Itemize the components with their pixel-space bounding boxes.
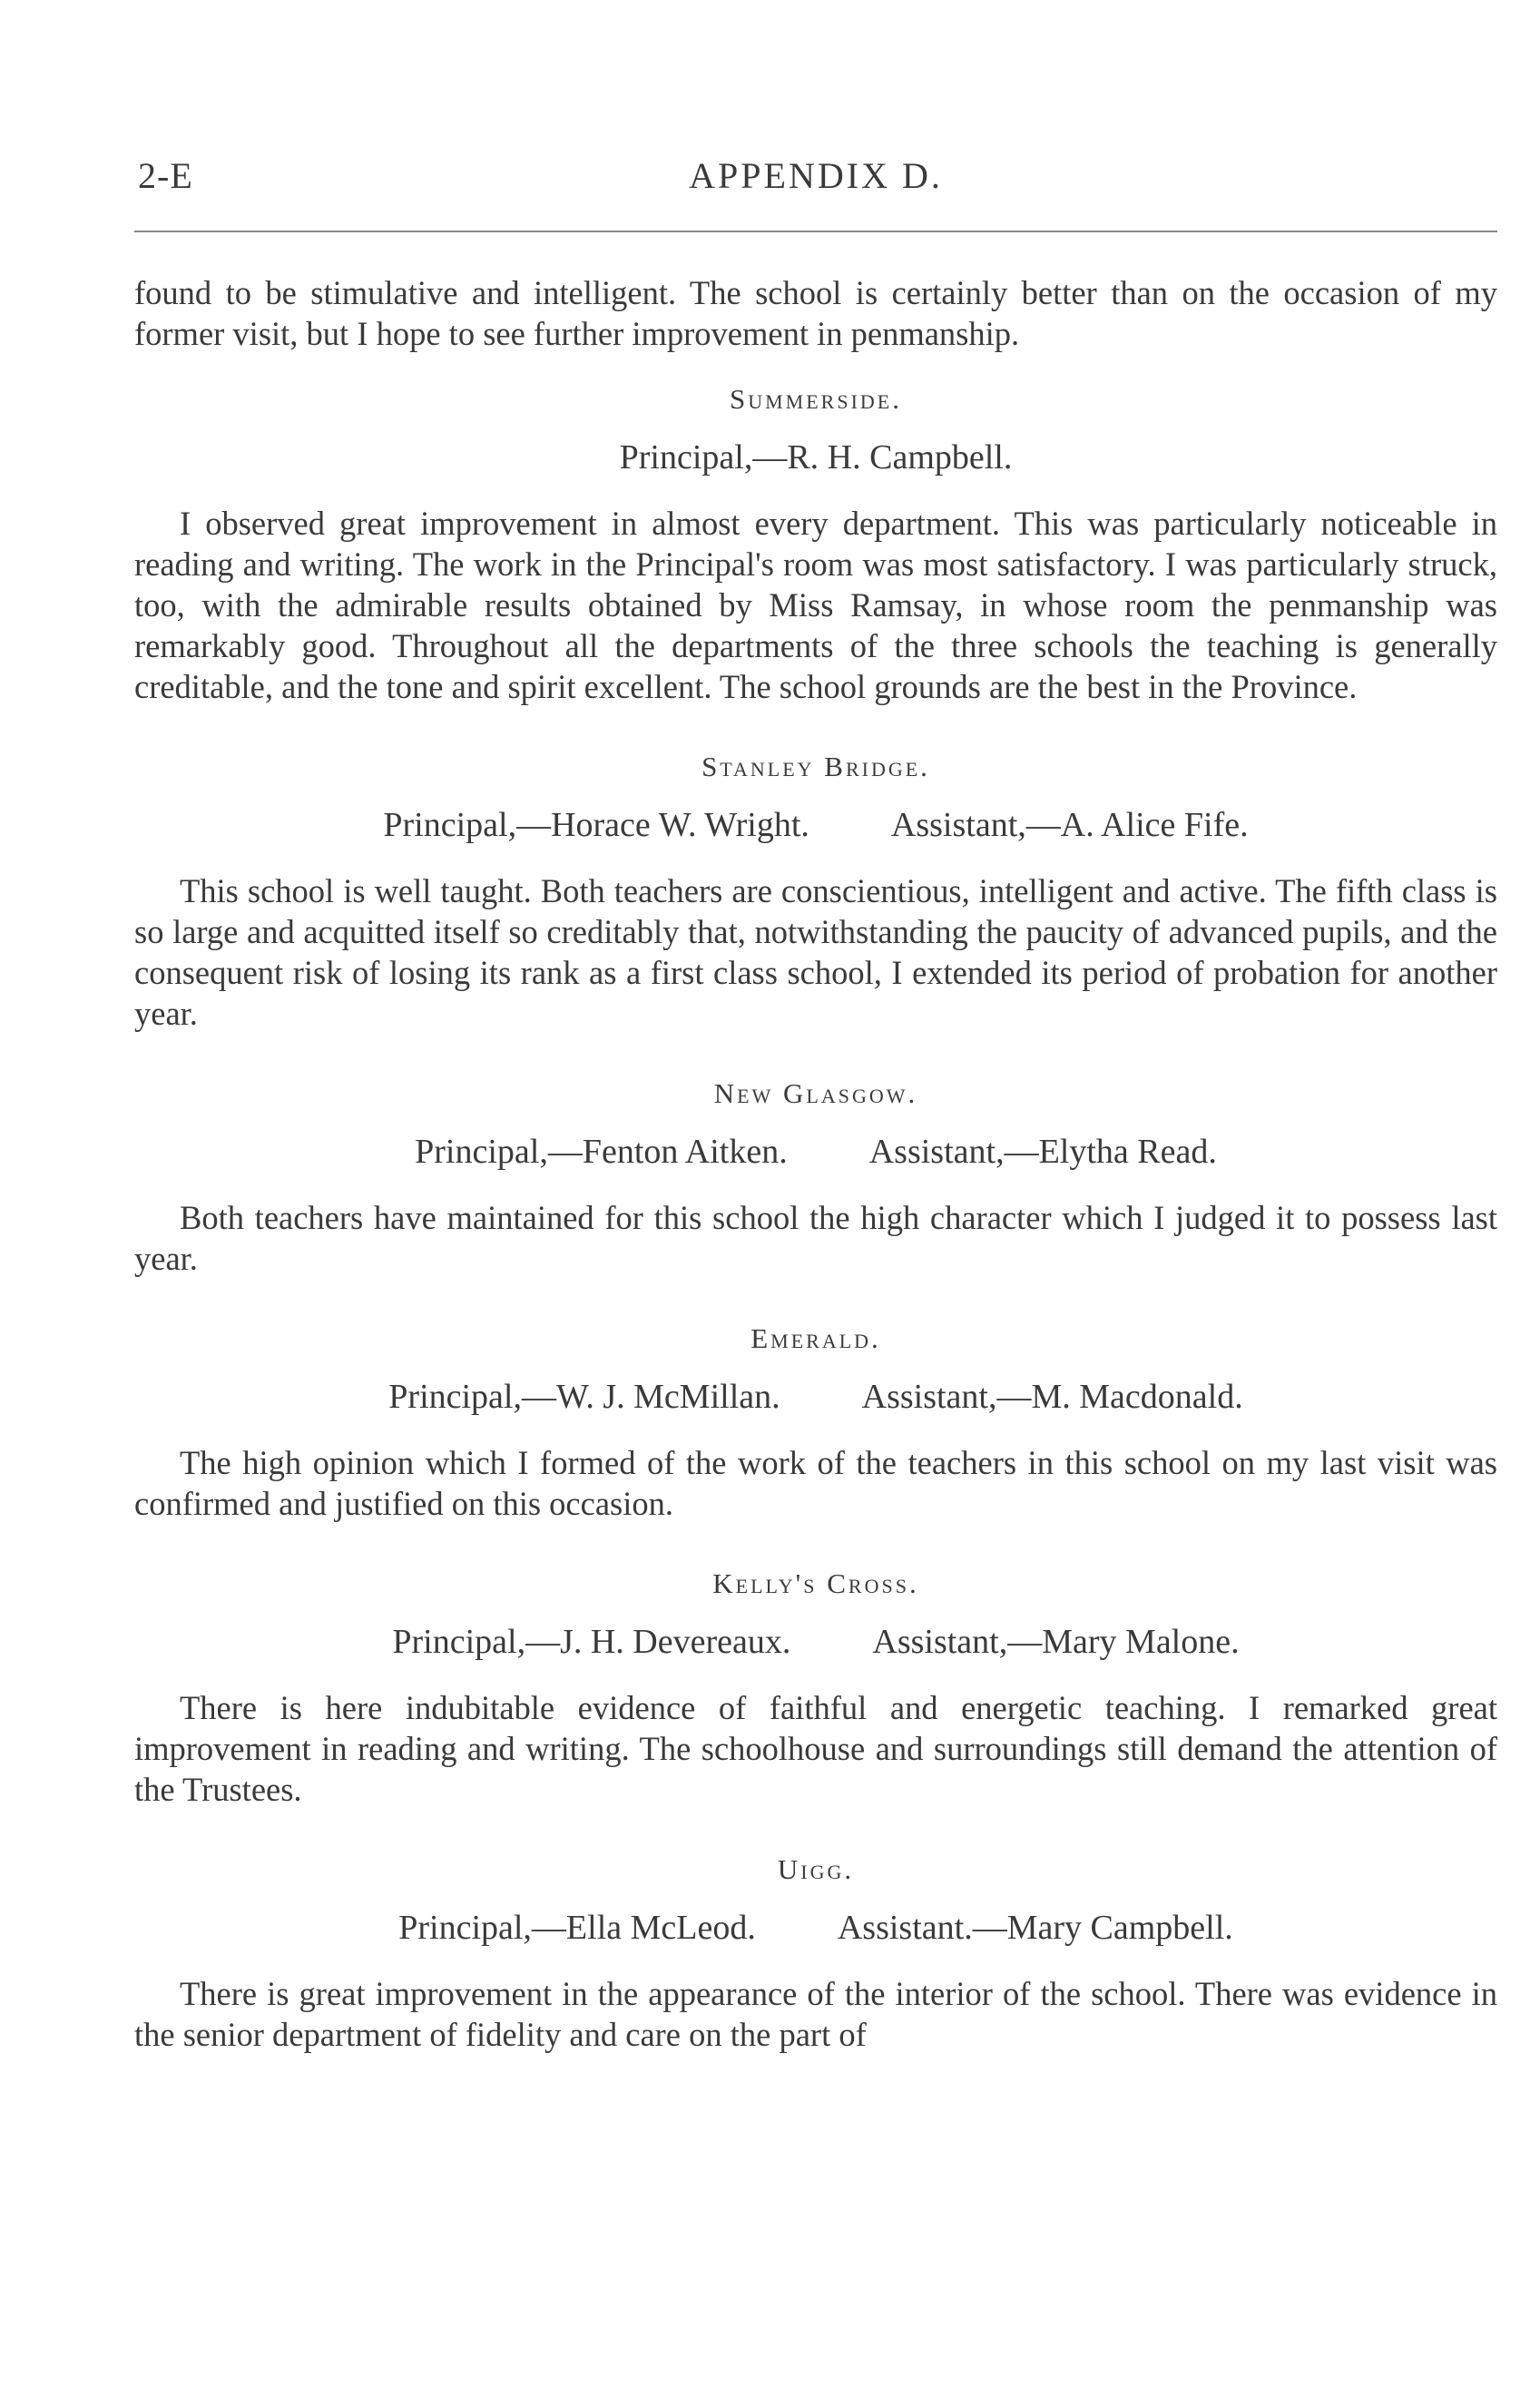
section-summerside [134,381,1497,707]
section-stanley-bridge [134,749,1497,1034]
school-report: There is great improvement in the appearance of the interior of the school. There was evidence in the senior department of fidelity and care on the part of [134,1975,1497,2053]
page-number: 2-E [138,155,193,196]
school-title: Stanley Bridge. [701,751,930,782]
section-kellys-cross [134,1566,1497,1810]
assistant-name: Assistant,—Elytha Read. [868,1133,1217,1171]
page-body [134,272,1497,2055]
school-title: New Glasgow. [713,1077,918,1109]
school-title: Emerald. [750,1322,881,1354]
principal-name: Principal,—Fenton Aitken. [415,1133,788,1171]
page-header [134,154,1497,209]
principal-name: Principal,—W. J. McMillan. [388,1378,780,1416]
school-report: I observed great improvement in almost every department. This was particularly noticeable in reading and writing. The work in the Principal's room was most satisfactory. I was particularly struck, too, with the admirable results obtained by Miss Ramsay, in whose room the penmanship was remarkably good. Throughout all the departments of the three schools the teaching is generally creditable, and the tone and spirit excellent. The school grounds are the best in the Province. [134,505,1497,705]
school-report: This school is well taught. Both teachers are conscientious, intelligent and active. The fifth class is so large and acquitted itself so creditably that, notwithstanding the paucity of advanced pupils, and the consequent risk of losing its rank as a first class school, I extended its period of probation for another year. [134,872,1497,1032]
school-title: Kelly's Cross. [712,1567,919,1599]
principal-name: Principal,—Horace W. Wright. [383,806,809,844]
staff-line [134,436,1497,479]
staff-line [134,1906,1497,1950]
assistant-name: Assistant,—M. Macdonald. [861,1378,1243,1416]
school-title: Uigg. [777,1853,855,1885]
principal-name: Principal,—R. H. Campbell. [619,438,1013,476]
staff-line [134,1375,1497,1419]
principal-name: Principal,—J. H. Devereaux. [392,1623,791,1661]
running-head: APPENDIX D. [689,155,943,196]
section-emerald [134,1321,1497,1524]
section-uigg [134,1852,1497,2055]
header-rule [134,231,1497,232]
school-report: There is here indubitable evidence of faithful and energetic teaching. I remarked great improvement in reading and writing. The schoolhouse and surroundings still demand the attention of the Trustees. [134,1689,1497,1808]
principal-name: Principal,—Ella McLeod. [398,1909,756,1947]
intro-paragraph: found to be stimulative and intelligent. The school is certainly better than on the occasion of my former visit, but I hope to see further improvement in penmanship. [134,274,1497,352]
staff-line [134,1130,1497,1174]
staff-line [134,1620,1497,1664]
school-report: The high opinion which I formed of the work of the teachers in this school on my last visit was confirmed and justified on this occasion. [134,1444,1497,1522]
assistant-name: Assistant,—Mary Malone. [872,1623,1240,1661]
school-report: Both teachers have maintained for this school the high character which I judged it to possess last year. [134,1199,1497,1277]
school-title: Summerside. [729,383,902,415]
assistant-name: Assistant,—A. Alice Fife. [890,806,1249,844]
staff-line [134,803,1497,847]
section-new-glasgow [134,1076,1497,1279]
assistant-name: Assistant.—Mary Campbell. [837,1909,1233,1947]
